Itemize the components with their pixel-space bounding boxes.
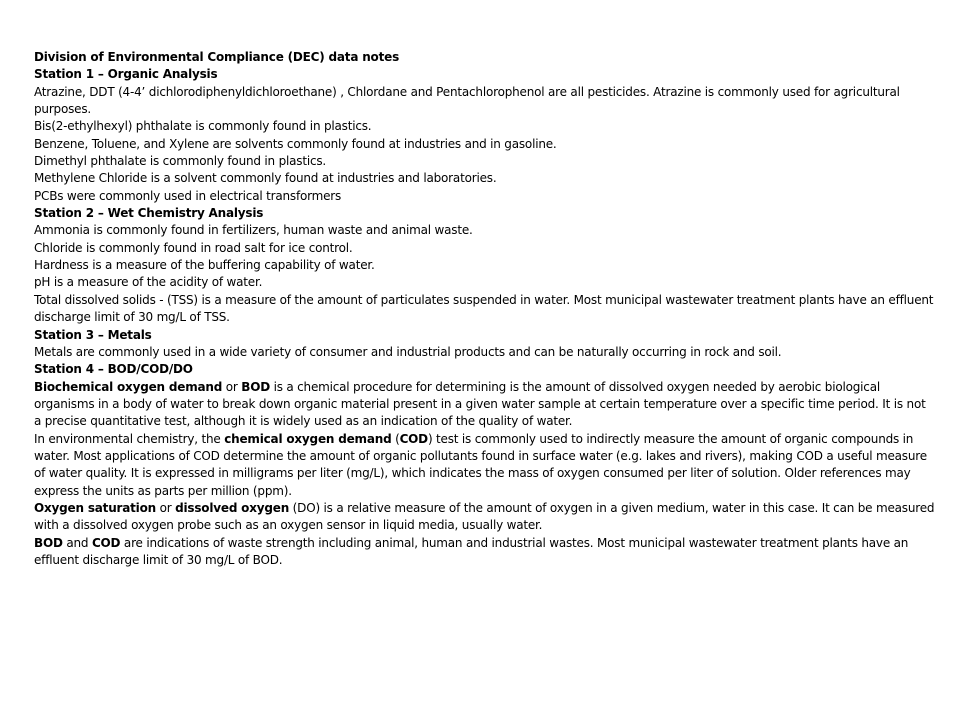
do-text: (DO) is a relative measure of the amount of oxygen in a given medium, water in this case. It can be measured with a dissolved oxygen probe such as an oxygen sensor in liquid media, usually water. [34, 500, 935, 533]
bod-text: is a chemical procedure for determining is the amount of dissolved oxygen needed by aerobic biological organisms in a body of water to break down organic material present in a given water sample at certain temperature over a specific time period. It is not a precise quantitative test, although it is widely used as an indication of the quality of water. [34, 379, 926, 429]
station-2-paragraph: pH is a measure of the acidity of water. [34, 275, 263, 290]
do-paragraph [34, 500, 936, 535]
summary-bod: BOD [34, 535, 63, 550]
summary-and: and [62, 535, 92, 550]
station-2-heading: Station 2 – Wet Chemistry Analysis [34, 206, 264, 221]
cod-paragraph [34, 431, 936, 500]
do-term-dissolved: dissolved oxygen [175, 500, 290, 515]
station-2-paragraph: Ammonia is commonly found in fertilizers, human waste and animal waste. [34, 223, 473, 238]
bod-connector: or [222, 379, 242, 394]
cod-abbreviation: COD [399, 431, 428, 446]
do-connector: or [156, 500, 176, 515]
station-1-paragraph: Atrazine, DDT (4-4’ dichlorodiphenyldichloroethane) , Chlordane and Pentachlorophenol are all pesticides. Atrazine is commonly used for agricultural purposes. [34, 84, 900, 117]
station-4-heading: Station 4 – BOD/COD/DO [34, 362, 193, 377]
bod-term: Biochemical oxygen demand [34, 379, 223, 394]
cod-term: chemical oxygen demand [224, 431, 392, 446]
station-1-heading: Station 1 – Organic Analysis [34, 67, 218, 82]
do-term-saturation: Oxygen saturation [34, 500, 156, 515]
station-2-paragraph: Total dissolved solids - (TSS) is a measure of the amount of particulates suspended in water. Most municipal wastewater treatment plants have an effluent discharge limit of 30 mg/L of TSS. [34, 292, 934, 325]
summary-text: are indications of waste strength including animal, human and industrial wastes. Most municipal wastewater treatment plants have an effluent discharge limit of 30 mg/L of BOD. [34, 535, 909, 567]
station-3-heading: Station 3 – Metals [34, 327, 152, 342]
cod-intro: In environmental chemistry, the [34, 431, 225, 446]
station-2-paragraph: Chloride is commonly found in road salt for ice control. [34, 240, 353, 255]
station-1-paragraph: Methylene Chloride is a solvent commonly found at industries and laboratories. [34, 171, 497, 186]
document-title: Division of Environmental Compliance (DEC) data notes [34, 50, 400, 64]
summary-paragraph [34, 535, 936, 570]
summary-cod: COD [91, 535, 121, 550]
bod-paragraph [34, 379, 936, 431]
station-2-paragraph: Hardness is a measure of the buffering capability of water. [34, 258, 375, 273]
bod-abbreviation: BOD [241, 379, 270, 394]
cod-text: ) test is commonly used to indirectly measure the amount of organic compounds in water. Most applications of COD determine the amount of organic pollutants found in surface water (e.g. lakes and rivers), making COD a useful measure of water quality. It is expressed in milligrams per liter (mg/L), which indicates the mass of oxygen consumed per liter of solution. Older references may express the units as parts per million (ppm). [34, 431, 927, 498]
station-1-paragraph: Bis(2-ethylhexyl) phthalate is commonly found in plastics. [34, 119, 372, 134]
cod-paren-open: ( [391, 431, 400, 446]
station-3-paragraph: Metals are commonly used in a wide variety of consumer and industrial products and can be naturally occurring in rock and soil. [34, 344, 782, 359]
station-1-paragraph: PCBs were commonly used in electrical transformers [34, 188, 342, 203]
station-1-paragraph: Dimethyl phthalate is commonly found in plastics. [34, 154, 327, 169]
station-1-paragraph: Benzene, Toluene, and Xylene are solvents commonly found at industries and in gasoline. [34, 136, 557, 151]
document-body [34, 49, 936, 569]
